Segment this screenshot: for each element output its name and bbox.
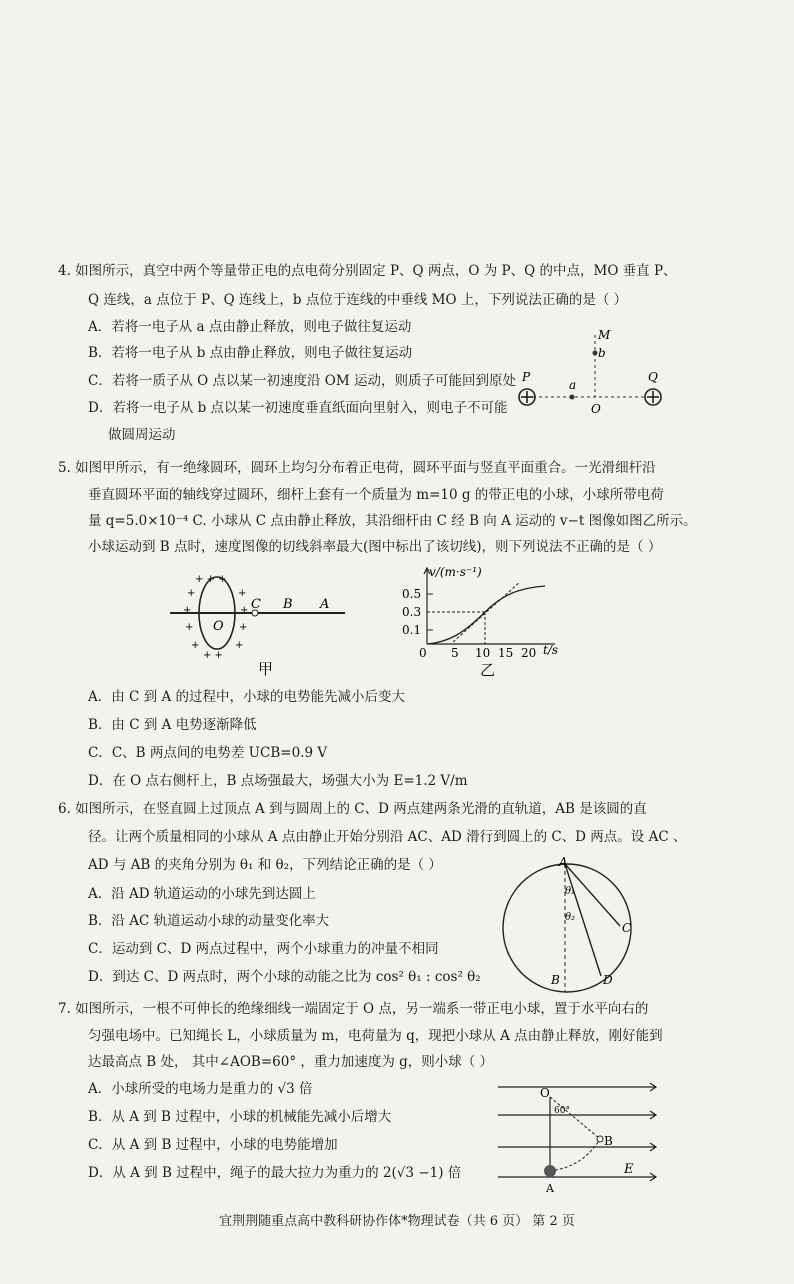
- q4-option-a: A．若将一电子从 a 点由静止释放，则电子做往复运动: [88, 319, 412, 335]
- q7-stem-line2: 匀强电场中。已知绳长 L，小球质量为 m，电荷量为 q，现把小球从 A 点由静止释放，刚好能到: [88, 1028, 663, 1044]
- q5-stem-line3: 量 q=5.0×10⁻⁴ C. 小球从 C 点由静止释放，其沿细杆由 C 经 B 向 A 运动的 v−t 图像如图乙所示。: [88, 513, 697, 529]
- q4-label-m: M: [598, 328, 611, 342]
- q5-option-d: D．在 O 点右侧杆上，B 点场强最大，场强大小为 E=1.2 V/m: [88, 773, 468, 789]
- q7-stem-line1: 7. 如图所示，一根不可伸长的绝缘细线一端固定于 O 点，另一端系一带正电小球，置于水平向右的: [58, 1001, 649, 1017]
- q4-label-o: O: [591, 402, 601, 415]
- q5-xtick-20: 20: [521, 646, 537, 660]
- q7-label-e: E: [624, 1162, 634, 1177]
- q4-label-q: Q: [648, 370, 658, 384]
- q6-option-a: A．沿 AD 轨道运动的小球先到达圆上: [88, 886, 316, 902]
- svg-text:+: +: [238, 588, 247, 599]
- q4-option-d-cont: 做圆周运动: [108, 427, 176, 443]
- q5-stem-line1: 5. 如图甲所示，有一绝缘圆环，圆环上均匀分布着正电荷，圆环平面与竖直平面重合。一光滑细杆沿: [58, 460, 656, 476]
- page-footer: 宜荆荆随重点高中教科研协作体*物理试卷（共 6 页） 第 2 页: [219, 1214, 575, 1229]
- q7-figure: [498, 1075, 663, 1195]
- q6-label-a: A: [559, 855, 568, 869]
- q5-vt-curve: [427, 586, 545, 644]
- q4-label-b: b: [598, 346, 606, 360]
- q5-xtick-0: 0: [419, 646, 427, 660]
- svg-text:+: +: [240, 605, 249, 616]
- q5-option-a: A．由 C 到 A 的过程中，小球的电势能先减小后变大: [88, 689, 405, 705]
- q6-label-d: D: [603, 973, 613, 987]
- q7-label-b: B: [604, 1134, 613, 1148]
- q7-label-a: A: [546, 1182, 554, 1195]
- q4-label-p: P: [522, 370, 531, 384]
- q4-stem-line2: Q 连线，a 点位于 P、Q 连线上，b 点位于连线的中垂线 MO 上，下列说法正确的是（ ）: [88, 292, 628, 308]
- q5-label-c: C: [251, 597, 261, 612]
- svg-text:+: +: [239, 622, 248, 633]
- q5-xlabel: t/s: [543, 643, 559, 657]
- q5-ytick-01: 0.1: [402, 623, 422, 637]
- svg-text:+: +: [183, 605, 192, 616]
- q6-label-b: B: [551, 973, 560, 987]
- svg-text:+: +: [187, 588, 196, 599]
- q6-stem-line1: 6. 如图所示，在竖直圆上过顶点 A 到与圆周上的 C、D 两点建两条光滑的直轨道，AB 是该圆的直: [58, 801, 647, 817]
- q5-stem-line4: 小球运动到 B 点时，速度图像的切线斜率最大(图中标出了该切线)，则下列说法不正确的是（ ）: [88, 539, 662, 555]
- q5-ylabel: v/(m·s⁻¹): [429, 565, 482, 579]
- q5-caption-yi: 乙: [480, 661, 496, 679]
- svg-text:+ +: + +: [203, 650, 223, 661]
- q5-option-b: B．由 C 到 A 电势逐渐降低: [88, 717, 257, 733]
- q5-xtick-15: 15: [498, 646, 514, 660]
- q6-stem-line3: AD 与 AB 的夹角分别为 θ₁ 和 θ₂，下列结论正确的是（ ）: [88, 857, 442, 873]
- q5-label-b: B: [283, 597, 293, 612]
- svg-text:+: +: [185, 622, 194, 633]
- q7-label-angle: 60°: [554, 1106, 570, 1116]
- q6-option-b: B．沿 AC 轨道运动小球的动量变化率大: [88, 913, 330, 929]
- q6-option-d: D．到达 C、D 两点时，两个小球的动能之比为 cos² θ₁ : cos² θ₂: [88, 969, 481, 985]
- q4-figure: [510, 325, 670, 415]
- q5-stem-line2: 垂直圆环平面的轴线穿过圆环，细杆上套有一个质量为 m=10 g 的带正电的小球，小球所带电荷: [88, 487, 664, 503]
- q5-option-c: C．C、B 两点间的电势差 UCB=0.9 V: [88, 745, 328, 761]
- q6-option-c: C．运动到 C、D 两点过程中，两个小球重力的冲量不相同: [88, 941, 439, 957]
- q5-label-o: O: [213, 619, 224, 634]
- q5-xtick-10: 10: [475, 646, 491, 660]
- q6-label-theta2: θ₂: [565, 912, 576, 923]
- q4-option-b: B．若将一电子从 b 点由静止释放，则电子做往复运动: [88, 345, 413, 361]
- q7-option-b: B．从 A 到 B 过程中，小球的机械能先减小后增大: [88, 1109, 392, 1125]
- svg-text:+: +: [191, 640, 200, 651]
- q6-figure: [495, 850, 650, 995]
- svg-text:+: +: [235, 640, 244, 651]
- q5-xtick-5: 5: [451, 646, 459, 660]
- q4-option-d: D．若将一电子从 b 点以某一初速度垂直纸面向里射入，则电子不可能: [88, 400, 508, 416]
- q6-label-theta1: θ₁: [565, 886, 576, 897]
- q7-option-c: C．从 A 到 B 过程中，小球的电势能增加: [88, 1137, 338, 1153]
- q5-ytick-03: 0.3: [402, 605, 422, 619]
- q4-stem-line1: 4. 如图所示，真空中两个等量带正电的点电荷分别固定 P、Q 两点，O 为 P、Q 的中点，MO 垂直 P、: [58, 263, 677, 279]
- q5-caption-jia: 甲: [258, 660, 274, 678]
- q5-figure-yi: [395, 562, 585, 680]
- q4-label-a: a: [569, 378, 577, 392]
- q4-option-c: C．若将一质子从 O 点以某一初速度沿 OM 运动，则质子可能回到原处: [88, 373, 516, 389]
- q6-label-c: C: [622, 921, 632, 935]
- q5-label-a: A: [320, 597, 330, 612]
- q7-label-o: O: [540, 1086, 550, 1100]
- q7-option-d: D．从 A 到 B 过程中，绳子的最大拉力为重力的 2(√3 −1) 倍: [88, 1165, 462, 1181]
- q7-stem-line3: 达最高点 B 处， 其中∠AOB=60° ，重力加速度为 g，则小球（ ）: [88, 1054, 494, 1070]
- svg-text:+ + +: + + +: [195, 574, 227, 585]
- q6-stem-line2: 径。让两个质量相同的小球从 A 点由静止开始分别沿 AC、AD 滑行到圆上的 C、D 两点。设 AC 、: [88, 829, 687, 845]
- q5-figure-jia: [165, 568, 355, 678]
- q7-option-a: A．小球所受的电场力是重力的 √3 倍: [88, 1081, 313, 1097]
- q5-ytick-05: 0.5: [402, 587, 422, 601]
